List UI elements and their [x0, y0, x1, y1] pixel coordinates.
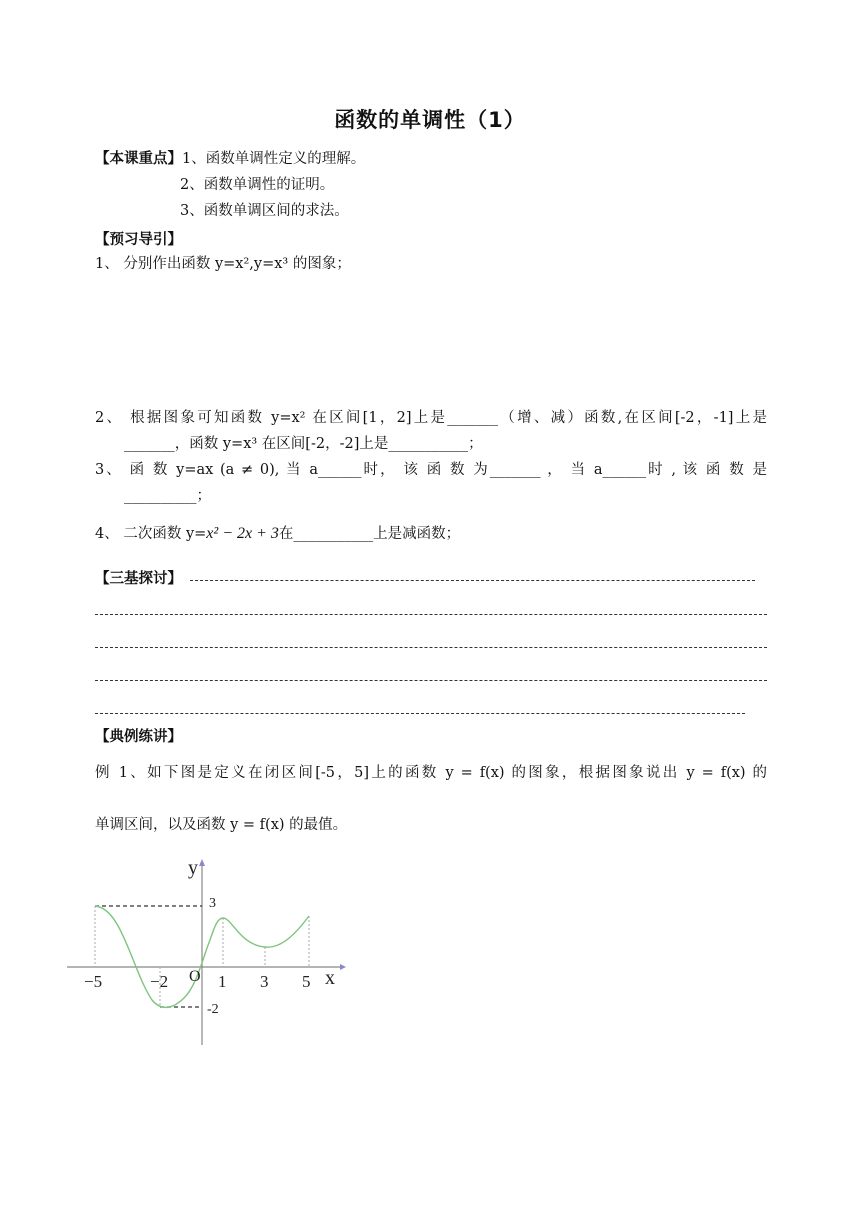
answer-line-5 — [95, 713, 745, 714]
origin-label: O — [189, 968, 201, 985]
y-tick-minus2: -2 — [207, 1002, 219, 1017]
question-3-line-1: 3、 函 数 y=ax (a ≠ 0), 当 a______时， 该 函 数 为_______ ， 当 a______时 , 该 函 数 是 — [95, 462, 767, 478]
question-4-expression: x² − 2x + 3 — [206, 525, 279, 542]
example-1-line-1 — [95, 763, 767, 783]
example-1-prefix: 例 1 — [95, 765, 128, 781]
answer-line-4 — [95, 680, 767, 681]
example-1-line-2: 单调区间，以及函数 y = f(x) 的最值。 — [95, 817, 348, 833]
question-1: 1、 分别作出函数 y=x²,y=x³ 的图象； — [95, 256, 351, 272]
question-2-line-2: _______，函数 y=x³ 在区间[-2，-2]上是___________； — [124, 436, 483, 452]
focus-section — [95, 149, 365, 169]
question-4-suffix: 在___________上是减函数； — [278, 526, 461, 542]
x-tick-minus2: −2 — [150, 972, 169, 991]
focus-heading: 【本课重点】 — [95, 151, 182, 167]
x-axis-arrow-icon — [340, 964, 346, 970]
focus-item-1: 1、函数单调性定义的理解。 — [182, 151, 366, 167]
question-4 — [95, 524, 460, 544]
x-tick-3: 3 — [260, 972, 269, 991]
answer-line-2 — [95, 614, 767, 615]
question-4-prefix: 4、 二次函数 y= — [95, 526, 207, 542]
answer-line-3 — [95, 647, 767, 648]
x-tick-5: 5 — [302, 972, 311, 991]
question-2-line-1: 2、 根据图象可知函数 y=x² 在区间[1，2]上是_______（增、减）函数,在区间[-2，-1]上是 — [95, 410, 767, 426]
example-1-text: 、如下图是定义在闭区间[-5，5]上的函数 y = f(x) 的图象，根据图象说出 y = f(x) 的 — [127, 765, 767, 781]
focus-item-3: 3、函数单调区间的求法。 — [180, 203, 349, 219]
x-tick-minus5: −5 — [84, 972, 103, 991]
question-3-line-2: __________； — [124, 488, 211, 504]
y-axis-label: y — [188, 857, 198, 879]
answer-line-1 — [190, 580, 755, 581]
page-title: 函数的单调性（1） — [334, 108, 526, 132]
explore-heading: 【三基探讨】 — [95, 571, 182, 587]
y-axis-arrow-icon — [199, 859, 205, 866]
function-graph — [62, 850, 352, 1050]
x-axis-label: x — [325, 967, 335, 989]
focus-item-2: 2、函数单调性的证明。 — [180, 177, 335, 193]
preview-heading: 【预习导引】 — [95, 232, 182, 248]
examples-heading: 【典例练讲】 — [95, 729, 182, 745]
y-tick-3: 3 — [209, 896, 216, 911]
x-tick-1: 1 — [218, 972, 227, 991]
